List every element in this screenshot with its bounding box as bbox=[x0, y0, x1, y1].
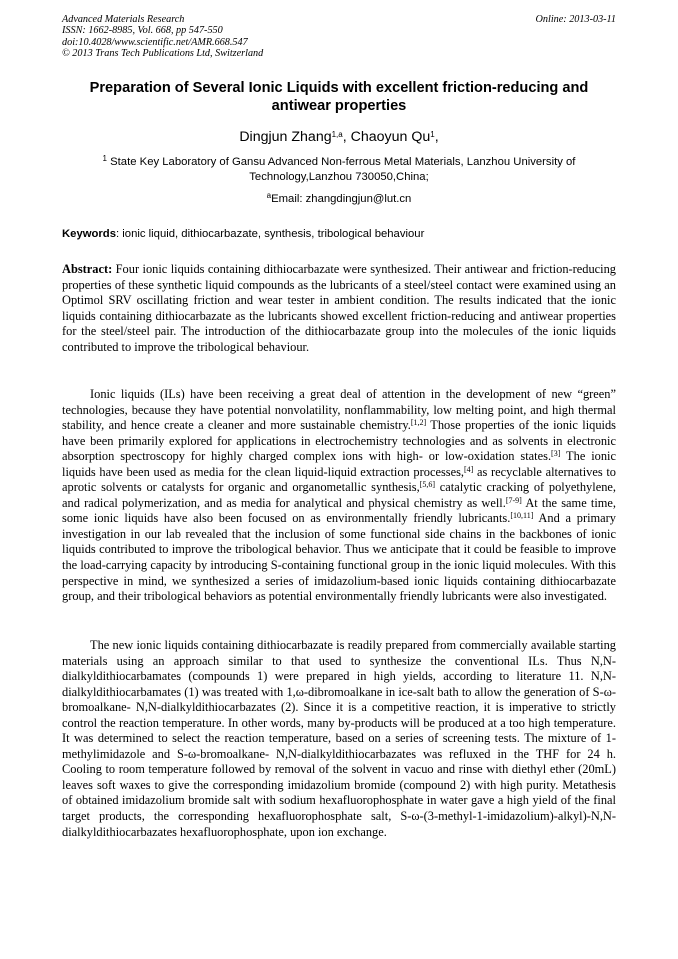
author-separator: , bbox=[342, 129, 351, 145]
abstract-label: Abstract: bbox=[62, 262, 113, 276]
paragraph-text: Those properties of the ionic liquids have been primarily explored for applications in electrochemistry technologies and as solvents in electronic absorption spectroscopy for highly charged complex ions with high- or low-oxidation states. bbox=[62, 418, 616, 464]
affiliation-mark: 1 bbox=[102, 154, 107, 163]
citation: [7-9] bbox=[505, 495, 522, 505]
abstract bbox=[62, 262, 616, 355]
journal-name: Advanced Materials Research bbox=[62, 14, 185, 25]
paragraph-text: catalytic cracking of polyethylene, and radical polymerization, and as media for analytical and physical chemistry as well. bbox=[62, 480, 616, 510]
author-name: Dingjun Zhang bbox=[239, 129, 332, 145]
author-name: Chaoyun Qu bbox=[350, 129, 431, 145]
keywords bbox=[62, 227, 616, 242]
citation: [10,11] bbox=[510, 511, 534, 521]
paragraph-text: Ionic liquids (ILs) have been receiving a great deal of attention in the development of new “green” technologies, because they have potential nonvolatility, nonflammability, low melting point, and high thermal stability, and hence create a cleaner and more sustainable chemistry. bbox=[62, 387, 616, 433]
paragraph-text: as recyclable alternatives to aprotic solvents or catalysts for organic and organometallic synthesis, bbox=[62, 464, 616, 495]
author-affiliation-mark: 1 bbox=[430, 130, 435, 139]
journal-info bbox=[62, 14, 616, 60]
journal-header bbox=[62, 14, 616, 60]
online-date: Online: 2013-03-11 bbox=[535, 14, 616, 25]
copyright-line: © 2013 Trans Tech Publications Ltd, Switzerland bbox=[62, 48, 264, 60]
issn-line: ISSN: 1662-8985, Vol. 668, pp 547-550 bbox=[62, 25, 223, 37]
email-mark: a bbox=[266, 191, 272, 200]
paper-title: Preparation of Several Ionic Liquids with excellent friction-reducing and antiwear properties bbox=[89, 80, 589, 114]
email-text: Email: zhangdingjun@lut.cn bbox=[271, 193, 412, 205]
citation: [3] bbox=[551, 449, 561, 459]
synthesis-paragraph: The new ionic liquids containing dithiocarbazate is readily prepared from commercially available starting materials using an approach similar to that used to synthesize the conventional ILs. Thus N,N-dialkyldithiocarbamates (compounds 1) were prepared in high yields, according to literature 11. N,N-dialkyldithiocarbamates (1) was treated with 1,ω-dibromoalkane in ice-salt bath to allow the generation of S-ω-bromoalkane- N,N-dialkyldithiocarbazates (2). Since it is a competitive reaction, it is imperative to strictly control the reaction temperature. In other words, many by-products will be produced at a too high temperature. It was determined to select the reaction temperature, based on a series of screening tests. The mixture of 1-methylimidazole and S-ω-bromoalkane- N,N-dialkyldithiocarbazates was refluxed in the THF for 24 h. Cooling to room temperature followed by removal of the solvent in vacuo and rinse with diethyl ether (20mL) leaves soft waxes to give the corresponding imidazolium bromide (compound 2) with high purity. Metathesis of obtained imidazolium bromide salt with sodium hexafluorophosphate in water gave a high yield of the final target products, the corresponding hexafluorophosphate salt, S-ω-(3-methyl-1-imidazolium)-alkyl)-N,N-dialkyldithiocarbazates hexafluorophosphate, upon ion exchange. bbox=[62, 638, 616, 839]
author-list bbox=[62, 129, 616, 146]
introduction-paragraph bbox=[62, 387, 616, 605]
citation: [4] bbox=[464, 464, 474, 474]
affiliation-text: State Key Laboratory of Gansu Advanced Non-ferrous Metal Materials, Lanzhou University of Technology,Lanzhou 730050,China; bbox=[107, 156, 576, 184]
email-line bbox=[62, 192, 616, 207]
keywords-label: Keywords bbox=[62, 228, 116, 240]
doi-line: doi:10.4028/www.scientific.net/AMR.668.547 bbox=[62, 36, 248, 48]
citation: [1,2] bbox=[410, 418, 427, 428]
author-trailing: , bbox=[434, 129, 439, 145]
citation: [5,6] bbox=[419, 480, 436, 490]
paragraph-text: The ionic liquids have been used as media for the clean liquid-liquid extraction processes, bbox=[62, 449, 617, 479]
paragraph-text: And a primary investigation in our lab revealed that the inclusion of some functional side chains in the backbones of ionic liquids contributed to improve the tribological behavior. Thus we anticipate that it could be feasible to improve the load-carrying capacity by introducing S-containing functional group in the ionic liquid molecules. With this perspective in mind, we synthesized a series of imidazolium-based ionic liquids containing dithiocarbazate group, and their tribological behaviors as potential environmentally friendly lubricants were also investigated. bbox=[62, 511, 616, 604]
affiliation bbox=[62, 155, 616, 186]
paragraph-text: At the same time, some ionic liquids have also been focused on as environmentally friendly lubricants. bbox=[62, 495, 616, 526]
abstract-text: Four ionic liquids containing dithiocarbazate were synthesized. Their antiwear and friction-reducing properties of these synthetic liquid compounds as the lubricants of a steel/steel contact were examined using an Optimol SRV oscillating friction and wear tester in ambient condition. The results indicated that the ionic liquids containing dithiocarbazate as the lubricants showed excellent friction-reducing and antiwear properties for the steel/steel pair. The introduction of the dithiocarbazate group into the molecules of the ionic liquids contributed to improve the tribological behaviour. bbox=[62, 262, 616, 354]
author-affiliation-mark: 1,a bbox=[331, 130, 343, 139]
keywords-text: : ionic liquid, dithiocarbazate, synthesis, tribological behaviour bbox=[116, 228, 425, 240]
